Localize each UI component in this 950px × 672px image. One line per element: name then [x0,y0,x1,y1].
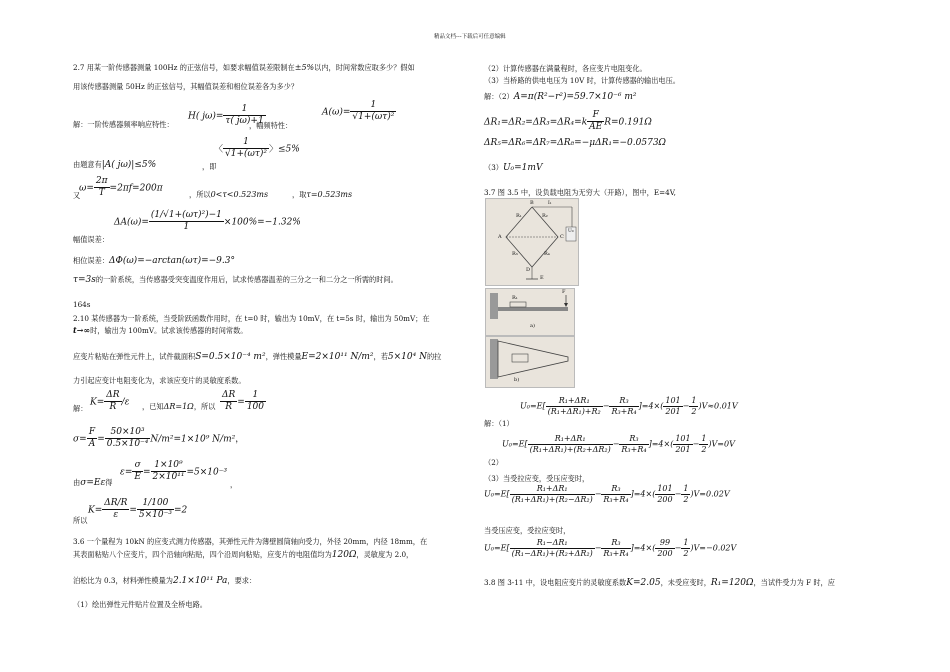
bridge-B: B [530,200,534,206]
amp-error-expr: ΔA(ω)= $\frac{\text{(1/√1+(ωτ)²)−1}}{1}$ ×100%=−1.32% [114,210,301,233]
known-dR: ，已知ΔR=1Ω，所以 [142,402,216,411]
bridge-D: D [526,267,531,273]
answer-2-expr: U₀=E[ $\frac{\text{R₁+ΔR₁}}{\text{(R₁+ΔR₁)+(R₂+ΔR₂)}}$ − $\frac{\text{R₃}}{\text{R₃+R₄}}$ ]=4×( $\frac{101}{201}$ − $\frac{1}{2}$ )V=0V [502,434,735,454]
bridge-R3: R₃ [512,251,518,257]
cantilever-b-diagram [486,337,574,387]
strain-line2: 力引起应变计电阻变化为，求该应变片的灵敏度系数。 [73,376,246,385]
cantilever-figure-a [485,288,575,336]
problem-3-7: 3.7 图 3.5 中，设负载电阻为无穷大（开路），图中，E=4V, [484,188,676,197]
fig-a-F: F [562,289,566,295]
cantilever-figure-b [485,336,575,388]
solution-label: 解：一阶传感器频率响应特性： [73,120,174,129]
answer-2-label: （2） [484,458,503,467]
bridge-E: E [540,275,544,281]
bridge-I1: I₁ [548,201,552,206]
answer-4-label: 当受压应变，受拉应变时， [484,526,571,535]
jie-label: 解： [73,404,88,413]
epsilon-formula: ε= $\frac{\sigma}{E}$ = $\frac{\text{1×10⁹}}{\text{2×10¹¹}}$ =5×10⁻³ [120,460,228,483]
delta-R1-4: ΔR₁=ΔR₂=ΔR₃=ΔR₄=k $\frac{F}{AE}$ R=0.191Ω [484,110,652,133]
solution-2: 解：（2）A=π(R²−r²)=59.7×10⁻⁶ m² [484,92,637,102]
problem-2-10-line1: 2.10 某传感器为一阶系统，当受阶跃函数作用时，在 t=0 时，输出为 10mV，在 t=5s 时，输出为 50mV；在 [73,314,430,323]
comma-2: ， [230,480,238,489]
answer-4-expr: U₀=E[ $\frac{\text{R₁−ΔR₁}}{\text{(R₁−ΔR₁)+(R₂+ΔR₂)}}$ − $\frac{\text{R₃}}{\text{R₃+R₄}}$ ]=4×( $\frac{99}{200}$ − $\frac{1}{2}$ )V=−0.02V [484,538,737,558]
bridge-circuit-figure [485,198,579,286]
suoyi-label: 所以 [73,516,88,525]
question-2: （2）计算传感器在满量程时，各应变片电阻变化。 [484,64,647,73]
problem-2-10-line2: t→∞时，输出为 100mV。试求该传感器的时间常数。 [73,325,248,335]
problem-3-6-line3: 泊松比为 0.3，材料弹性模量为2.1×10¹¹ Pa，要求： [73,576,257,586]
sigma-formula: σ= $\frac{F}{A}$ = $\frac{\text{50×10³}}{\text{0.5×10⁻⁴}}$ N/m²=1×10⁹ N/m²， [73,427,245,450]
sigma-Ee-line: 由σ=Eε得 [73,478,113,488]
fig-b-label: b) [514,377,520,383]
bridge-R1: R₁ [516,213,522,219]
amplitude-function: A(ω)= $\frac{1}{\text{√1+(ωτ)²}}$ [322,100,395,123]
tau-3s-question: τ=3s的一阶系统，当传感器受突变温度作用后，试求传感器温差的三分之一和二分之一所需的时间。 [73,275,398,285]
K-formula: K= $\frac{\Delta R}{R}$ /ε [90,390,130,413]
tau-take: ，取τ=0.523ms [292,190,353,199]
bridge-U0: U₀ [568,229,574,234]
bridge-R2: R₂ [542,213,548,219]
answer-1-expr: U₀=E[ $\frac{\text{R₁+ΔR₁}}{\text{(R₁+ΔR₁)+R₂}}$ − $\frac{\text{R₃}}{\text{R₃+R₄}}$ ]=4×( $\frac{101}{201}$ − $\frac{1}{2}$ )V≈0.01V [520,396,738,416]
fig-a-label: a) [530,323,535,329]
problem-3-6-line1: 3.6 一个量程为 10kN 的应变式测力传感器，其弹性元件为薄壁圆筒轴向受力，外径 20mm，内径 18mm，在 [73,537,428,546]
question-3: （3）当桥路的供电电压为 10V 时，计算传感器的输出电压。 [484,76,680,85]
bridge-C: C [560,234,564,240]
bridge-R4: R₄ [544,251,550,257]
header-watermark: 精品文档---下载后可任意编辑 [434,34,506,40]
delta-R5-8: ΔR₅=ΔR₆=ΔR₇=ΔR₈=−μΔR₁=−0.0573Ω [484,138,667,148]
answer-1-label: 解：（1） [484,419,514,428]
problem-3-8: 3.8 图 3-11 中，设电阻应变片的灵敏度系数K=2.05，未受应变时，R₁=120Ω，当试件受力为 F 时，应 [484,578,835,588]
omega-expr: ω= $\frac{2\pi}{T}$ =2πf=200π [79,176,163,199]
amp-label: ，幅频特性： [249,121,293,130]
problem-3-6-line2: 其表面粘贴八个应变片，四个沿轴向粘贴，四个沿周向粘贴，应变片的电阻值均为120Ω，灵敏度为 2.0， [73,550,414,560]
answer-3-label: （3）当受拉应变，受压应变时， [484,474,590,483]
answer-164s: 164s [73,300,91,309]
condition-line: 由题意有|A( jω)|≤5% [73,160,157,170]
bridge-A: A [498,234,502,240]
condition-2: 〈 $\frac{1}{\text{√1+(ωτ)²}}$ 〉≤5% [214,137,300,160]
dR-over-R: $\frac{\Delta R}{R}$ = $\frac{1}{100}$ [222,390,265,413]
tau-range: ，所以0<τ<0.523ms [189,190,269,199]
solution-3: （3）U₀=1mV [484,163,543,173]
amp-error-label: 幅值误差： [73,235,109,244]
problem-2-7-line1: 2.7 用某一阶传感器测量 100Hz 的正弦信号，如要求幅值误差限制在±5%以内，时间常数应取多少？假如 [73,63,415,72]
answer-3-expr: U₀=E[ $\frac{\text{R₁+ΔR₁}}{\text{(R₁+ΔR₁)+(R₂−ΔR₂)}}$ − $\frac{\text{R₃}}{\text{R₃+R₄}}$ ]=4×( $\frac{101}{200}$ − $\frac{1}{2}$ )V=0.02V [484,484,730,504]
K-result: K= $\frac{\Delta R/R}{\varepsilon}$ = $\frac{1/100}{\text{5×10⁻³}}$ =2 [88,498,188,521]
fig-a-R1: R₁ [512,295,518,301]
phase-error: 相位误差：ΔΦ(ω)=−arctan(ωτ)=−9.3° [73,256,235,266]
ji-label: ，即 [202,162,217,171]
transfer-function: H( jω)= $\frac{1}{\tau( j\omega)+1}$ [188,104,264,127]
problem-2-7-line2: 用该传感器测量 50Hz 的正弦信号，其幅值误差和相位误差各为多少？ [73,82,299,91]
you-label: 又 [73,191,81,200]
bridge-circuit-diagram [486,199,578,285]
problem-3-6-q1: （1）绘出弹性元件贴片位置及全桥电路。 [73,600,207,609]
strain-line1: 应变片粘贴在弹性元件上，试件截面积S=0.5×10⁻⁴ m²，弹性模量E=2×10¹¹ N/m²，若5×10⁴ N的拉 [73,352,442,362]
